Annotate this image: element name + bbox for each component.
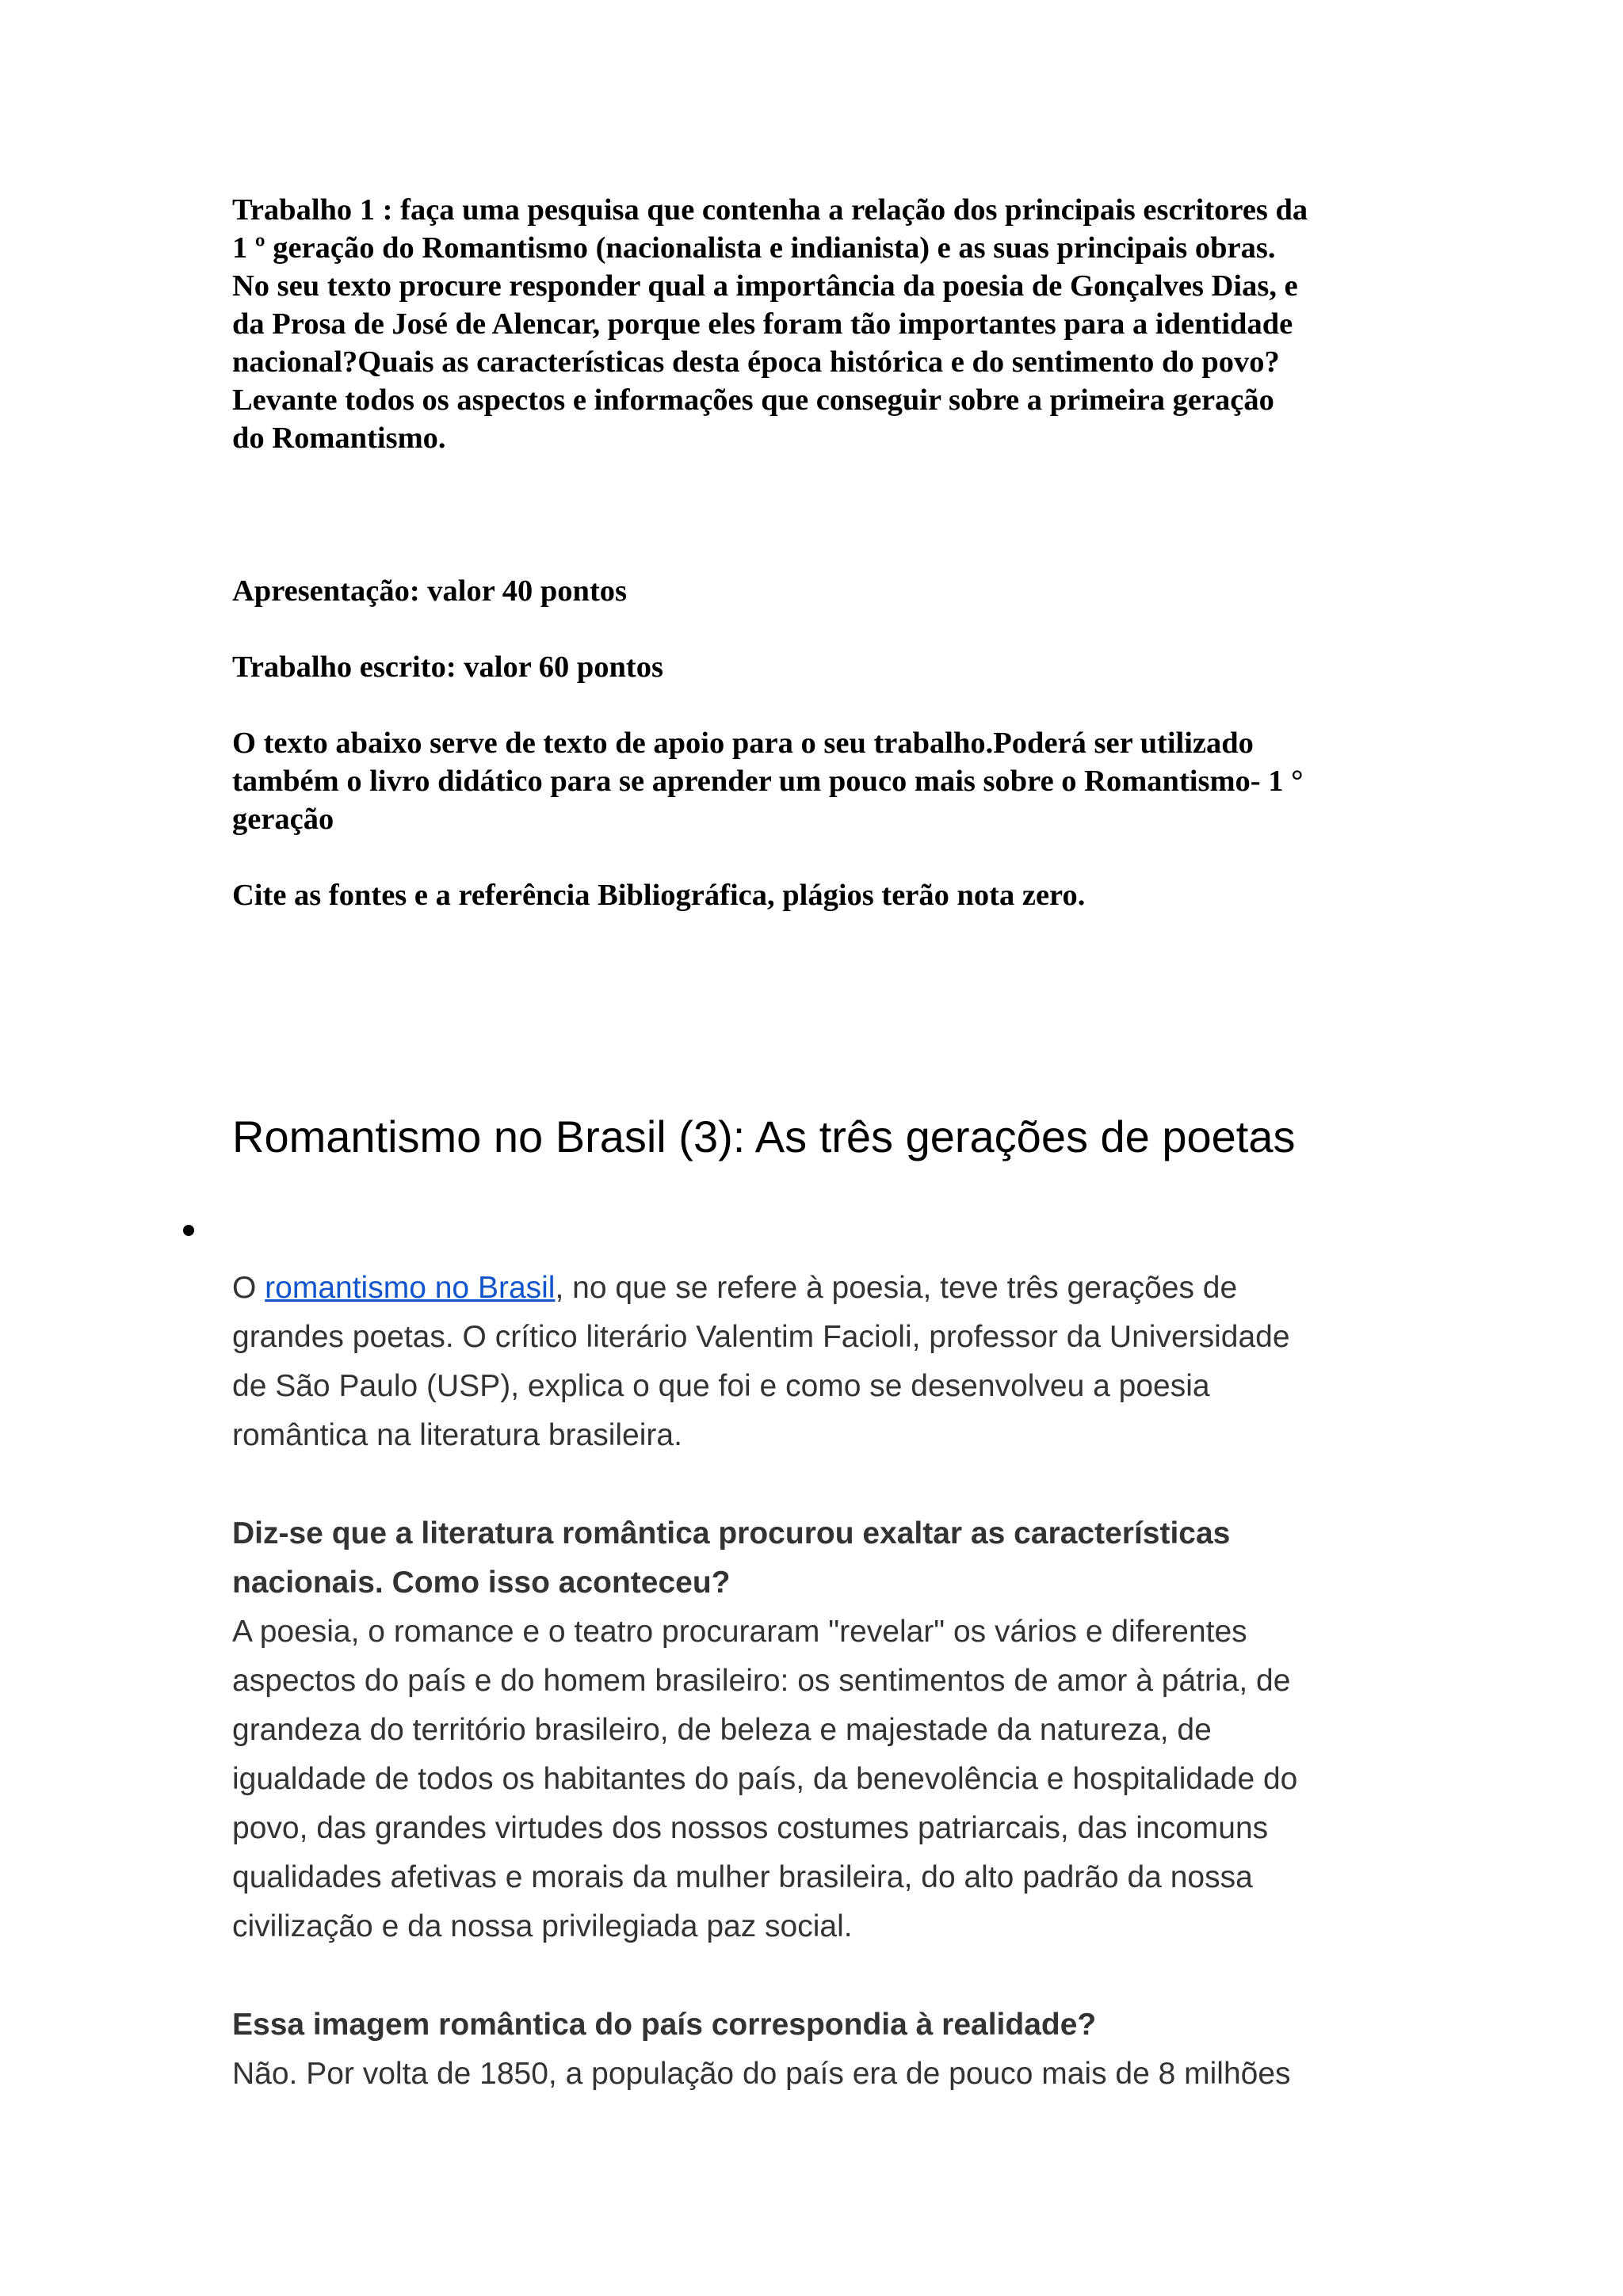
intro-line: de São Paulo (USP), explica o que foi e como se desenvolveu a poesia: [232, 1369, 1210, 1403]
assignment-line: No seu texto procure responder qual a importância da poesia de Gonçalves Dias, e: [232, 269, 1298, 303]
presentation-grade-text: Apresentação: valor 40 pontos: [232, 574, 627, 608]
intro-prefix: O: [232, 1271, 265, 1305]
interview-question-2: [232, 2000, 1405, 2099]
intro-line-rest: , no que se refere à poesia, teve três gerações de: [555, 1271, 1238, 1305]
answer-line: povo, das grandes virtudes dos nossos costumes patriarcais, das incomuns: [232, 1811, 1269, 1845]
question-line: Essa imagem romântica do país correspondia à realidade?: [232, 2008, 1097, 2042]
support-text-note: [232, 724, 1405, 838]
question-line: nacionais. Como isso aconteceu?: [232, 1566, 731, 1600]
article-title: Romantismo no Brasil (3): As três gerações de poetas: [232, 1112, 1296, 1161]
answer-line: A poesia, o romance e o teatro procuraram "revelar" os vários e diferentes: [232, 1615, 1247, 1649]
interview-question-1: [232, 1509, 1405, 1951]
article-intro: [232, 1264, 1405, 1460]
answer-line: igualdade de todos os habitantes do país, da benevolência e hospitalidade do: [232, 1762, 1298, 1796]
support-line: O texto abaixo serve de texto de apoio para o seu trabalho.Poderá ser utilizado: [232, 727, 1254, 760]
citation-warning-text: Cite as fontes e a referência Bibliográfica, plágios terão nota zero.: [232, 879, 1086, 912]
support-line: também o livro didático para se aprender um pouco mais sobre o Romantismo- 1 °: [232, 765, 1304, 798]
assignment-line: Levante todos os aspectos e informações que conseguir sobre a primeira geração: [232, 383, 1274, 417]
answer-line: qualidades afetivas e morais da mulher brasileira, do alto padrão da nossa: [232, 1860, 1253, 1894]
question-line: Diz-se que a literatura romântica procurou exaltar as características: [232, 1516, 1231, 1550]
intro-line: romântica na literatura brasileira.: [232, 1418, 682, 1452]
presentation-grade: [232, 572, 1405, 610]
intro-line-1: [232, 1264, 1405, 1313]
romantismo-no-brasil-link[interactable]: romantismo no Brasil: [265, 1271, 556, 1305]
answer-line: aspectos do país e do homem brasileiro: os sentimentos de amor à pátria, de: [232, 1664, 1291, 1698]
assignment-line: Trabalho 1 : faça uma pesquisa que contenha a relação dos principais escritores da: [232, 193, 1308, 227]
assignment-line: nacional?Quais as características desta época histórica e do sentimento do povo?: [232, 345, 1280, 379]
written-work-grade: [232, 648, 1405, 686]
assignment-line: do Romantismo.: [232, 421, 446, 455]
citation-warning: [232, 876, 1405, 914]
written-work-grade-text: Trabalho escrito: valor 60 pontos: [232, 650, 663, 684]
support-line: geração: [232, 803, 334, 836]
assignment-paragraph: [232, 191, 1405, 457]
answer-line: Não. Por volta de 1850, a população do país era de pouco mais de 8 milhões: [232, 2057, 1291, 2091]
bullet-point-icon: [183, 1225, 194, 1236]
assignment-line: 1 º geração do Romantismo (nacionalista e indianista) e as suas principais obras.: [232, 231, 1276, 265]
assignment-line: da Prosa de José de Alencar, porque eles foram tão importantes para a identidade: [232, 307, 1293, 341]
answer-line: grandeza do território brasileiro, de beleza e majestade da natureza, de: [232, 1713, 1212, 1747]
intro-line: grandes poetas. O crítico literário Valentim Facioli, professor da Universidade: [232, 1320, 1290, 1354]
answer-line: civilização e da nossa privilegiada paz social.: [232, 1909, 853, 1943]
